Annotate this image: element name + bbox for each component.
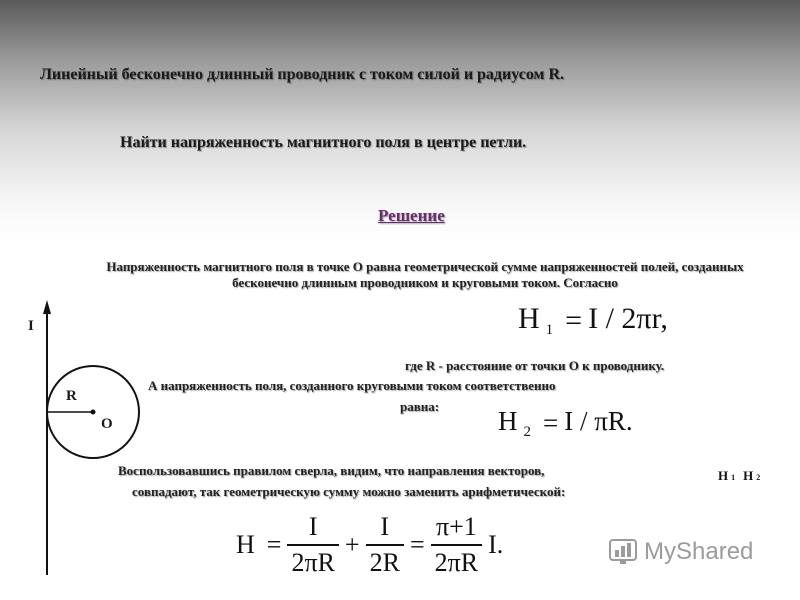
- formula-h1-eq: =: [565, 304, 583, 338]
- frac3-denominator: 2πR: [434, 548, 479, 577]
- formula-total-eq2: =: [409, 530, 425, 559]
- vector-h1-sub: 1: [731, 473, 736, 482]
- radius-label: R: [66, 388, 77, 404]
- paragraph-distance: где R - расстояние от точки О к проводнику.: [405, 358, 665, 373]
- center-label: O: [101, 416, 113, 432]
- vector-h2-sub: 2: [756, 473, 761, 482]
- current-arrow: [43, 300, 51, 314]
- paragraph-arithmetic-sum: совпадают, так геометрическую сумму можно заменить арифметической:: [132, 484, 566, 499]
- formula-h2-eq: =: [543, 408, 559, 439]
- formula-total: [236, 510, 509, 580]
- formula-h2: [498, 406, 633, 441]
- problem-line-2: Найти напряженность магнитного поля в центре петли.: [120, 134, 527, 151]
- frac2-numerator: I: [366, 510, 404, 546]
- formula-total-H: H: [236, 530, 255, 559]
- formula-h1-comma: ,: [660, 302, 668, 335]
- watermark: [608, 538, 753, 566]
- problem-line-1: Линейный бесконечно длинный проводник с током силой и радиусом R.: [40, 66, 564, 83]
- vector-h1: H: [718, 468, 729, 483]
- formula-h2-rhs: I / πR: [564, 406, 626, 436]
- formula-total-eq1: =: [266, 530, 282, 559]
- vector-labels: [718, 468, 760, 484]
- current-label: I: [28, 318, 34, 334]
- watermark-logo-icon: [608, 538, 638, 566]
- formula-h2-dot: .: [625, 406, 633, 436]
- formula-h1-rhs: I / 2πr: [588, 302, 661, 335]
- watermark-text: MyShared: [644, 538, 754, 565]
- paragraph-right-hand-rule: Воспользовавшись правилом сверла, видим, что направления векторов,: [118, 463, 545, 478]
- paragraph-circular-field: А напряженность поля, созданного круговыми током соответственно: [148, 378, 556, 393]
- formula-h1-sub: 1: [545, 322, 554, 338]
- vector-h2: H: [743, 468, 754, 483]
- frac1-numerator: I: [287, 510, 338, 546]
- solution-link[interactable]: Решение: [378, 206, 445, 225]
- formula-total-tail: I.: [488, 530, 504, 559]
- paragraph-equals: равна:: [400, 399, 440, 414]
- formula-h1: [518, 302, 668, 339]
- formula-h2-H: H: [498, 406, 518, 436]
- formula-total-frac1: [287, 510, 338, 580]
- frac3-numerator: π+1: [431, 510, 482, 546]
- formula-total-frac3: [431, 510, 482, 580]
- formula-h2-sub: 2: [523, 424, 531, 440]
- conductor-diagram: [0, 270, 160, 590]
- formula-total-plus: +: [344, 530, 360, 559]
- formula-h1-H: H: [518, 302, 540, 335]
- formula-total-frac2: [366, 510, 404, 580]
- frac2-denominator: 2R: [369, 548, 400, 577]
- paragraph-intro: Напряженность магнитного поля в точке О равна геометрической сумме напряженностей полей, созданных бесконечно длинным проводником и круговыми током. Согласно: [106, 259, 744, 290]
- frac1-denominator: 2πR: [291, 548, 335, 577]
